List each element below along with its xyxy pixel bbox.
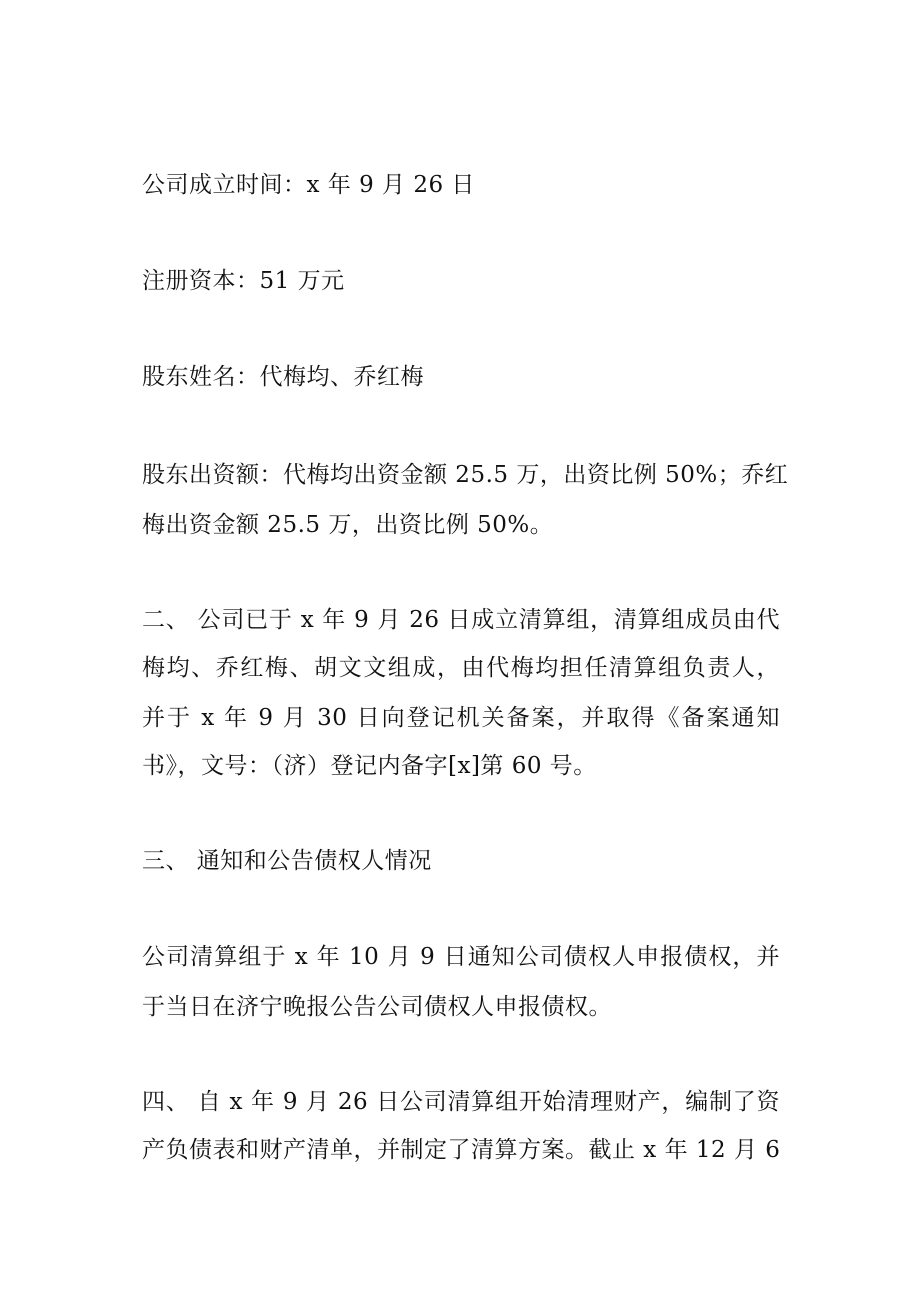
text-line-creditor-notice-1: 公司清算组于 x 年 10 月 9 日通知公司债权人申报债权，并 [142, 944, 780, 970]
text-line-contribution-2: 梅出资金额 25.5 万，出资比例 50%。 [142, 512, 554, 538]
text-line-section-two-2: 梅均、乔红梅、胡文文组成，由代梅均担任清算组负责人， [142, 655, 780, 681]
text-line-section-two-3: 并于 x 年 9 月 30 日向登记机关备案，并取得《备案通知 [142, 705, 780, 731]
text-line-section-two-4: 书》，文号：（济）登记内备字[x]第 60 号。 [142, 753, 597, 779]
text-line-section-three-heading: 三、 通知和公告债权人情况 [142, 848, 432, 874]
text-line-section-two-1: 二、 公司已于 x 年 9 月 26 日成立清算组，清算组成员由代 [142, 607, 780, 633]
text-line-contribution-1: 股东出资额：代梅均出资金额 25.5 万，出资比例 50%；乔红 [142, 462, 789, 488]
text-line-shareholder-names: 股东姓名：代梅均、乔红梅 [142, 364, 424, 390]
text-line-creditor-notice-2: 于当日在济宁晚报公告公司债权人申报债权。 [142, 994, 612, 1020]
text-line-registered-capital: 注册资本：51 万元 [142, 268, 345, 294]
text-line-founding-date: 公司成立时间：x 年 9 月 26 日 [142, 172, 475, 198]
text-line-section-four-2: 产负债表和财产清单，并制定了清算方案。截止 x 年 12 月 6 [142, 1137, 781, 1163]
text-line-section-four-1: 四、 自 x 年 9 月 26 日公司清算组开始清理财产，编制了资 [142, 1089, 780, 1115]
